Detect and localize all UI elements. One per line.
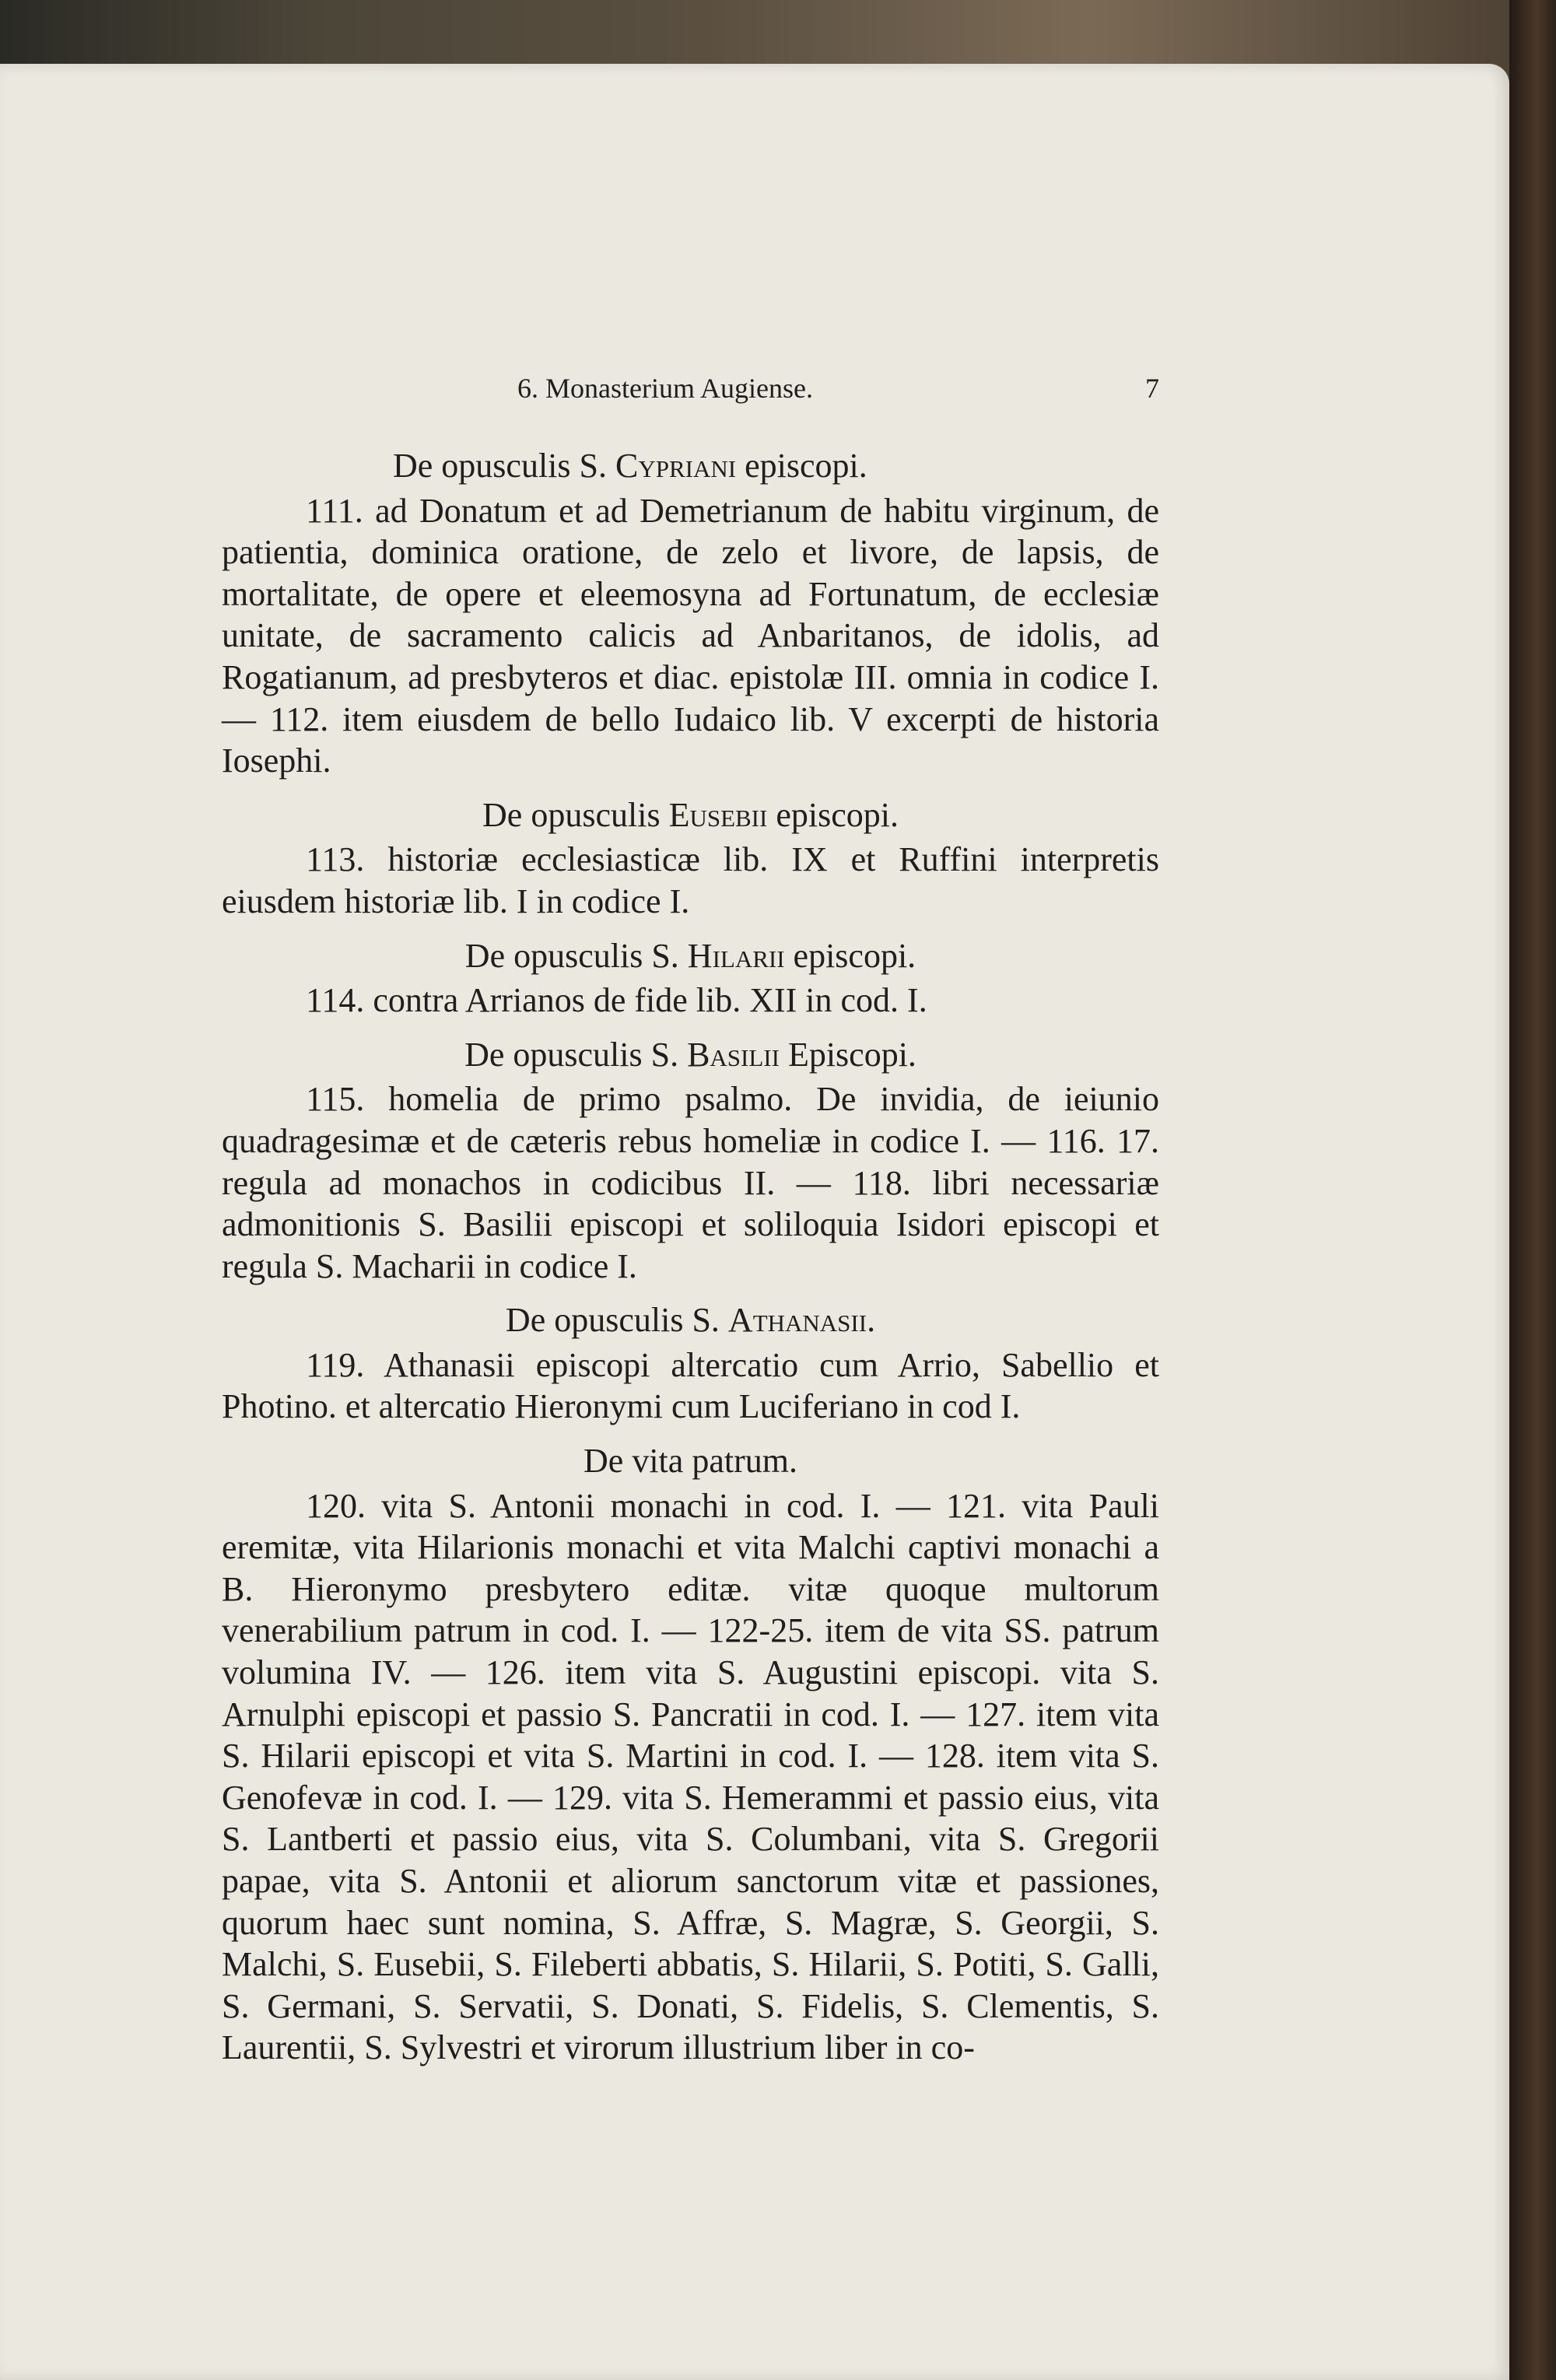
paragraph: 120. vita S. Antonii monachi in cod. I. — 121. vita Pauli eremitæ, vita Hilarionis monachi et vita Malchi captivi monachi a B. Hieronymo presbytero editæ. vitæ quoque multorum venerabilium patrum in cod. I. — 122-25. item de vita SS. patrum volumina IV. — 126. item vita S. Augustini episcopi. vita S. Arnulphi episcopi et passio S. Pancratii in cod. I. — 127. item vita S. Hilarii episcopi et vita S. Martini in cod. I. — 128. item vita S. Genofevæ in cod. I. — 129. vita S. Hemerammi et passio eius, vita S. Lantberti et passio eius, vita S. Columbani, vita S. Gregorii papae, vita S. Antonii et aliorum sanctorum vitæ et passiones, quorum haec sunt nomina, S. Affræ, S. Magræ, S. Georgii, S. Malchi, S. Eusebii, S. Fileberti abbatis, S. Hilarii, S. Potiti, S. Galli, S. Germani, S. Servatii, S. Donati, S. Fidelis, S. Clementis, S. Laurentii, S. Sylvestri et virorum illustrium liber in co- <box>222 1486 1159 2067</box>
page-body <box>222 445 1159 2072</box>
section-heading: De vita patrum. <box>584 1442 797 1481</box>
paragraph: 115. homelia de primo psalmo. De invidia, de ieiunio quadragesimæ et de cæteris rebus homeliæ in codice I. — 116. 17. regula ad monachos in codicibus II. — 118. libri necessariæ admonitionis S. Basilii episcopi et soliloquia Isidori episcopi et regula S. Macharii in codice I. <box>222 1080 1159 1285</box>
page-number: 7 <box>1145 373 1159 404</box>
running-head-title: 6. Monasterium Augiense. <box>517 373 813 404</box>
heading-name: Hilarii <box>687 936 785 975</box>
section-heading: De opusculis S. Hilarii episcopi. <box>464 936 916 975</box>
paragraph: 113. historiæ ecclesiasticæ lib. IX et Ruffini interpretis eiusdem historiæ lib. I in codice I. <box>222 840 1159 920</box>
heading-name: Eusebii <box>668 795 768 834</box>
paragraph: 111. ad Donatum et ad Demetrianum de habitu virginum, de patientia, dominica oratione, de zelo et livore, de lapsis, de mortalitate, de opere et eleemosyna ad Fortunatum, de ecclesiæ unitate, de sacramento calicis ad Anbaritanos, de idolis, ad Rogatianum, ad presbyteros et diac. epistolæ III. omnia in codice I. — 112. item eiusdem de bello Iudaico lib. V excerpti de historia Iosephi. <box>222 491 1159 780</box>
heading-name: Basilii <box>687 1035 780 1074</box>
paragraph: 119. Athanasii episcopi altercatio cum Arrio, Sabellio et Photino. et altercatio Hieronymi cum Luciferiano in cod I. <box>222 1345 1159 1426</box>
book-page <box>0 64 1509 2380</box>
running-head <box>222 368 1159 410</box>
paragraph: 114. contra Arrianos de fide lib. XII in cod. I. <box>306 981 927 1020</box>
binding-cover-right <box>1509 0 1556 2380</box>
section-heading: De opusculis Eusebii episcopi. <box>482 795 899 834</box>
heading-name: Athanasii <box>727 1301 867 1340</box>
section-heading: De opusculis S. Cypriani episcopi. <box>393 447 867 485</box>
heading-name: Cypriani <box>615 447 737 485</box>
section-heading: De opusculis S. Athanasii. <box>505 1301 876 1340</box>
section-heading: De opusculis S. Basilii Episcopi. <box>464 1035 916 1074</box>
